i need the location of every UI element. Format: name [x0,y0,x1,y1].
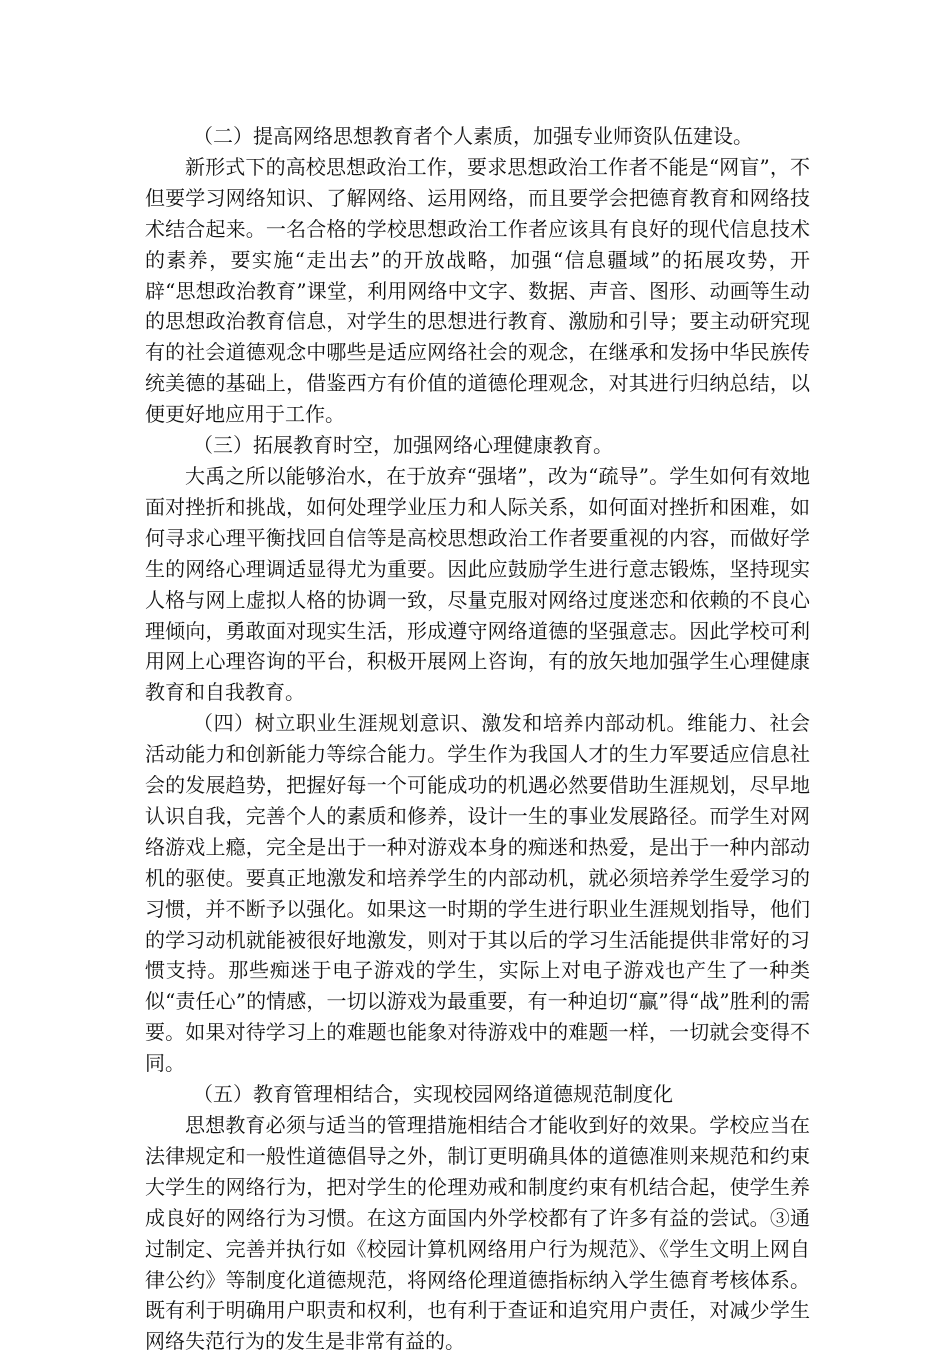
body-paragraph: 思想教育必须与适当的管理措施相结合才能收到好的效果。学校应当在法律规定和一般性道德倡导之外，制订更明确具体的道德准则来规范和约束大学生的网络行为，把对学生的伦理劝戒和制度约束有机结合起，使学生养成良好的网络行为习惯。在这方面国内外学校都有了许多有益的尝试。③通过制定、完善并执行如《校园计算机网络用户行为规范》、《学生文明上网自律公约》等制度化道德规范，将网络伦理道德指标纳入学生德育考核体系。既有利于明确用户职责和权利，也有利于查证和追究用户责任，对减少学生网络失范行为的发生是非常有益的。 [145,1113,810,1354]
body-paragraph: 大禹之所以能够治水，在于放弃“强堵”，改为“疏导”。学生如何有效地面对挫折和挑战，如何处理学业压力和人际关系，如何面对挫折和困难，如何寻求心理平衡找回自信等是高校思想政治工作者要重视的内容，而做好学生的网络心理调适显得尤为重要。因此应鼓励学生进行意志锻炼，坚持现实人格与网上虚拟人格的协调一致，尽量克服对网络过度迷恋和依赖的不良心理倾向，勇敢面对现实生活，形成遵守网络道德的坚强意志。因此学校可利用网上心理咨询的平台，积极开展网上咨询，有的放矢地加强学生心理健康教育和自我教育。 [145,463,810,705]
section-heading-3: （三）拓展教育时空，加强网络心理健康教育。 [193,433,613,458]
document-page [145,121,810,1357]
section-heading-5: （五）教育管理相结合，实现校园网络道德规范制度化 [193,1082,673,1107]
section-heading-2: （二）提高网络思想教育者个人素质，加强专业师资队伍建设。 [193,124,753,148]
body-paragraph: 新形式下的高校思想政治工作，要求思想政治工作者不能是“网盲”，不但要学习网络知识、了解网络、运用网络，而且要学会把德育教育和网络技术结合起来。一名合格的学校思想政治工作者应该具有良好的现代信息技术的素养，要实施“走出去”的开放战略，加强“信息疆域”的拓展攻势，开辟“思想政治教育”课堂，利用网络中文字、数据、声音、图形、动画等生动的思想政治教育信息，对学生的思想进行教育、激励和引导；要主动研究现有的社会道德观念中哪些是适应网络社会的观念，在继承和发扬中华民族传统美德的基础上，借鉴西方有价值的道德伦理观念，对其进行归纳总结，以便更好地应用于工作。 [145,154,810,427]
section-heading-4: （四）树立职业生涯规划意识、激发和培养内部动机。维能力、社会活动能力和创新能力等综合能力。学生作为我国人才的生力军要适应信息社会的发展趋势，把握好每一个可能成功的机遇必然要借助生涯规划，尽早地认识自我，完善个人的素质和修养，设计一生的事业发展路径。而学生对网络游戏上瘾，完全是出于一种对游戏本身的痴迷和热爱，是出于一种内部动机的驱使。要真正地激发和培养学生的内部动机，就必须培养学生爱学习的习惯，并不断予以强化。如果这一时期的学生进行职业生涯规划指导，他们的学习动机就能被很好地激发，则对于其以后的学习生活能提供非常好的习惯支持。那些痴迷于电子游戏的学生，实际上对电子游戏也产生了一种类似“责任心”的情感，一切以游戏为最重要，有一种迫切“赢”得“战”胜利的需要。如果对待学习上的难题也能象对待游戏中的难题一样，一切就会变得不同。 [145,711,810,1076]
